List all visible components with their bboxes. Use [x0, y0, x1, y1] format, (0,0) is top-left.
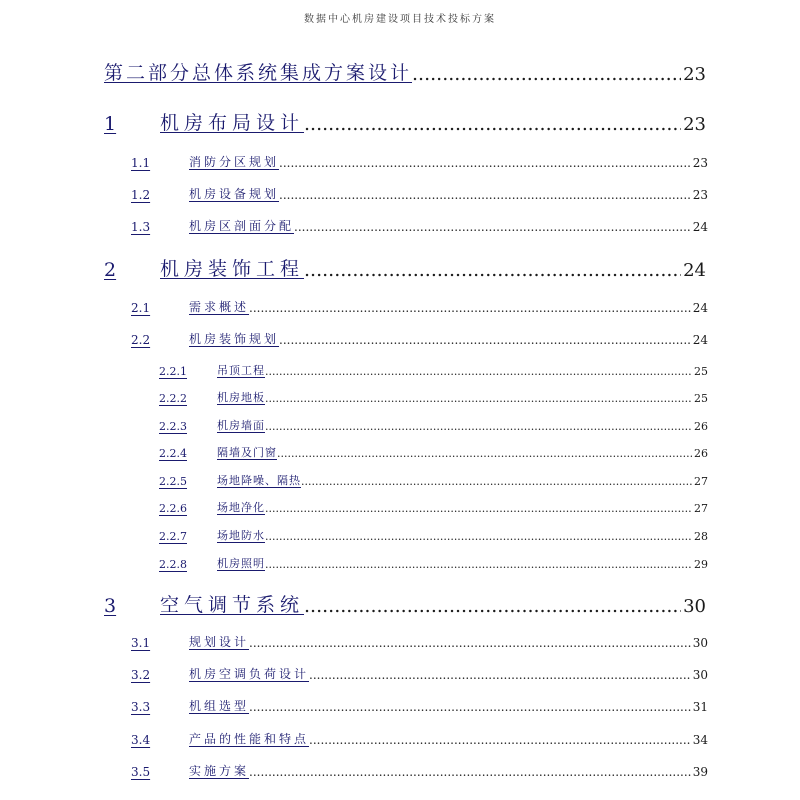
toc-page-number: 23: [692, 156, 708, 170]
toc-entry-number: 2.2: [131, 333, 151, 347]
toc-entry-number: 2.2.5: [159, 475, 187, 488]
toc-entry-1-1[interactable]: [131, 153, 708, 170]
toc-entry-title: 吊顶工程: [217, 364, 265, 377]
toc-entry-title: 机房照明: [217, 557, 265, 570]
toc-leader: [279, 156, 691, 170]
toc-entry-2[interactable]: [104, 254, 706, 281]
toc-entry-number: 3.1: [131, 636, 151, 650]
toc-leader: [249, 700, 691, 714]
toc-entry-title: 机房空调负荷设计: [189, 667, 310, 681]
toc-entry-2-2[interactable]: [131, 330, 708, 347]
toc-entry-title: 产品的性能和特点: [189, 732, 310, 746]
toc-page-number: 30: [692, 668, 708, 682]
toc-entry-2-2-2[interactable]: [159, 389, 708, 405]
toc-leader: [279, 333, 691, 347]
toc-entry-3-1[interactable]: [131, 633, 708, 650]
toc-entry-number: 3.2: [131, 668, 151, 682]
toc-entry-2-2-8[interactable]: [159, 555, 708, 571]
toc-entry-title: 隔墙及门窗: [217, 446, 277, 459]
toc-entry-2-2-1[interactable]: [159, 362, 708, 378]
toc-entry-title: 场地防水: [217, 529, 265, 542]
toc-entry-number: 2.2.7: [159, 530, 187, 543]
toc-entry-title: 机房布局设计: [160, 112, 305, 134]
toc-entry-number: 2.2.3: [159, 420, 187, 433]
toc-page-number: 31: [692, 700, 708, 714]
toc-entry-2-2-6[interactable]: [159, 499, 708, 515]
toc-entry-title: 场地净化: [217, 501, 265, 514]
toc-entry-title: 空气调节系统: [160, 594, 305, 616]
toc-page-number: 28: [694, 530, 708, 543]
toc-page-number: 39: [692, 765, 708, 779]
toc-entry-number: 1.1: [131, 156, 151, 170]
toc-entry-2-2-4[interactable]: [159, 444, 708, 460]
toc-entry-title: 机房墙面: [217, 419, 265, 432]
toc-entry-title: 规划设计: [189, 635, 250, 649]
toc-leader: [249, 636, 691, 650]
toc-entry-title: 机房区剖面分配: [189, 219, 295, 233]
toc-leader: [309, 668, 691, 682]
toc-page-number: 25: [694, 392, 708, 405]
toc-leader: [277, 447, 692, 460]
toc-entry-title: 需求概述: [189, 300, 250, 314]
toc-page-number: 24: [692, 301, 708, 315]
toc-page-number: 24: [692, 333, 708, 347]
toc-entry-2-2-7[interactable]: [159, 527, 708, 543]
toc-entry-2-2-3[interactable]: [159, 417, 708, 433]
toc-leader: [249, 765, 691, 779]
toc-entry-3-4[interactable]: [131, 730, 708, 747]
toc-page-number: 30: [683, 596, 706, 617]
toc-entry-title: 机房装饰工程: [160, 258, 305, 280]
toc-leader: [265, 502, 692, 515]
toc-entry-number: 2.2.4: [159, 447, 187, 460]
toc-entry-title: 机组选型: [189, 699, 250, 713]
toc-page-number: 34: [692, 733, 708, 747]
toc-entry-2-1[interactable]: [131, 298, 708, 315]
toc-page-number: 27: [694, 502, 708, 515]
toc-entry-number: 2.2.8: [159, 558, 187, 571]
toc-entry-3[interactable]: [104, 590, 706, 617]
toc-entry-number: 3.5: [131, 765, 151, 779]
toc-leader: [279, 188, 691, 202]
toc-leader: [265, 530, 692, 543]
toc-entry-number: 1.3: [131, 220, 151, 234]
toc-entry-title: 机房地板: [217, 391, 265, 404]
toc-page-number: 30: [692, 636, 708, 650]
toc-leader: [265, 558, 692, 571]
toc-leader: [412, 63, 681, 85]
toc-leader: [265, 365, 692, 378]
toc-entry-number: 2: [104, 259, 117, 281]
toc-entry-1[interactable]: [104, 108, 706, 135]
toc-part-entry[interactable]: [104, 58, 706, 85]
toc-entry-number: 1: [104, 113, 117, 135]
toc-page-number: 24: [683, 260, 706, 281]
toc-leader: [304, 595, 681, 617]
toc-leader: [304, 113, 681, 135]
toc-entry-title: 实施方案: [189, 764, 250, 778]
toc-entry-title: 机房装饰规划: [189, 332, 280, 346]
toc-entry-2-2-5[interactable]: [159, 472, 708, 488]
toc-entry-number: 1.2: [131, 188, 151, 202]
toc-entry-1-2[interactable]: [131, 185, 708, 202]
toc-page-number: 26: [694, 420, 708, 433]
toc-leader: [265, 392, 692, 405]
toc-entry-number: 2.2.2: [159, 392, 187, 405]
toc-entry-number: 3: [104, 595, 117, 617]
toc-leader: [294, 220, 691, 234]
toc-page-number: 23: [692, 188, 708, 202]
toc-entry-3-2[interactable]: [131, 665, 708, 682]
toc-entry-title: 场地降噪、隔热: [217, 474, 301, 487]
toc-entry-1-3[interactable]: [131, 217, 708, 234]
toc-entry-number: 3.4: [131, 733, 151, 747]
toc-leader: [301, 475, 692, 488]
toc-page-number: 26: [694, 447, 708, 460]
toc-leader: [265, 420, 692, 433]
toc-entry-3-3[interactable]: [131, 697, 708, 714]
toc-entry-title: 机房设备规划: [189, 187, 280, 201]
toc-page-number: 23: [683, 114, 706, 135]
toc-page-number: 23: [683, 64, 706, 85]
toc-entry-number: 2.1: [131, 301, 151, 315]
toc-entry-number: 3.3: [131, 700, 151, 714]
toc-page-number: 27: [694, 475, 708, 488]
toc-entry-title: 消防分区规划: [189, 155, 280, 169]
toc-page-number: 24: [692, 220, 708, 234]
toc-page-number: 29: [694, 558, 708, 571]
toc-leader: [304, 259, 681, 281]
toc-entry-number: 2.2.1: [159, 365, 187, 378]
document-header: 数据中心机房建设项目技术投标方案: [304, 14, 496, 25]
toc-leader: [309, 733, 691, 747]
toc-part-title: 第二部分总体系统集成方案设计: [104, 62, 413, 84]
toc-page-number: 25: [694, 365, 708, 378]
toc-entry-number: 2.2.6: [159, 502, 187, 515]
toc-entry-3-5[interactable]: [131, 762, 708, 779]
toc-leader: [249, 301, 691, 315]
